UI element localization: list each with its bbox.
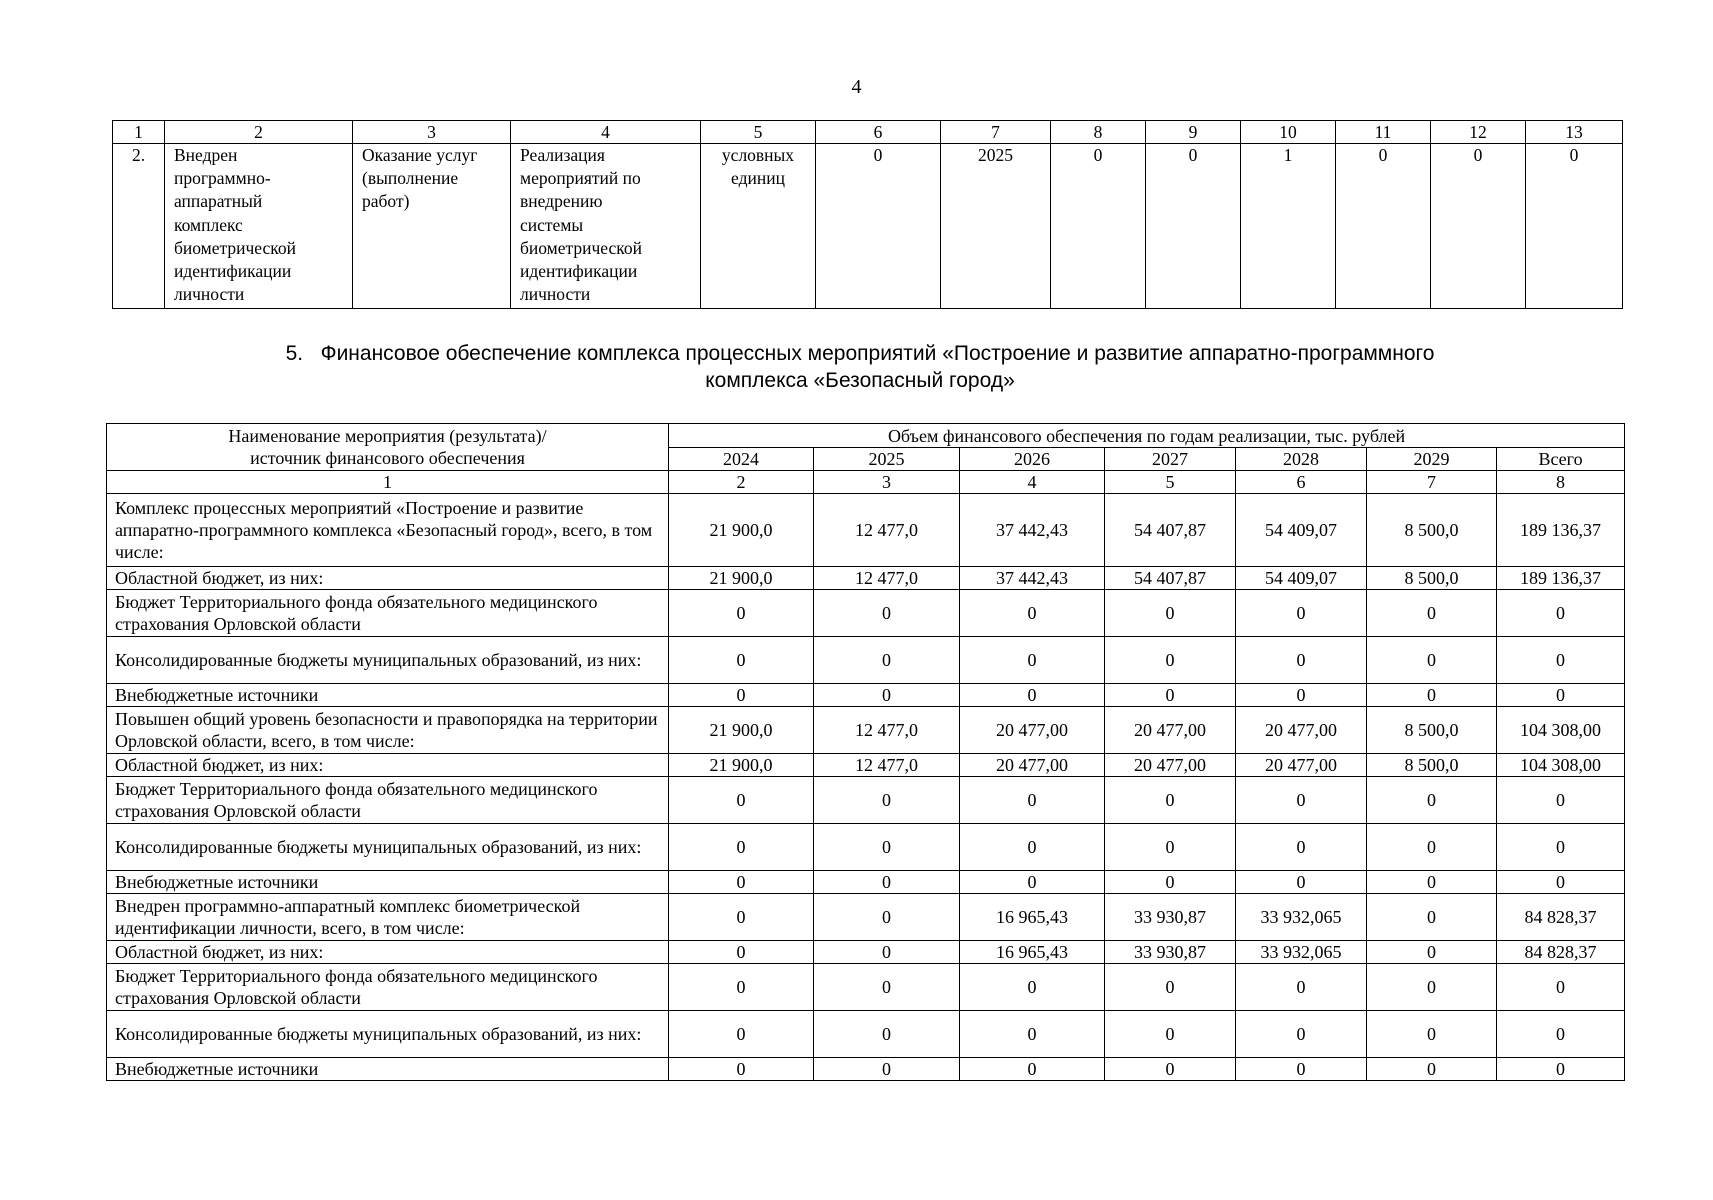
year-value: 0 (960, 964, 1105, 1011)
year-value: 0 (669, 941, 814, 964)
year-value: 33 932,065 (1236, 941, 1367, 964)
total-value: 0 (1497, 964, 1625, 1011)
text-line: (выполнение (362, 168, 459, 189)
total-value: 0 (1497, 1011, 1625, 1058)
results-col-header: 1 (113, 121, 165, 144)
year-value: 0 (1105, 590, 1236, 637)
year-value: 0 (1236, 824, 1367, 871)
year-value: 0 (1367, 684, 1497, 707)
total-value: 0 (1497, 684, 1625, 707)
year-value: 0 (1367, 1058, 1497, 1081)
results-col-header: 10 (1241, 121, 1336, 144)
text-line: биометрической (174, 237, 297, 258)
year-value: 0 (1236, 637, 1367, 684)
financing-source-name: Областной бюджет, из них: (107, 567, 669, 590)
year-value: 33 932,065 (1236, 894, 1367, 941)
table-row (107, 754, 1625, 777)
year-value: 0 (1105, 1058, 1236, 1081)
year-value: 0 (814, 824, 960, 871)
year-value: 0 (1367, 964, 1497, 1011)
section-title-text: Финансовое обеспечение комплекса процессных мероприятий «Построение и развитие аппаратно-программного (320, 342, 1435, 365)
text-line: Оказание услуг (362, 145, 478, 165)
text-line: идентификации (520, 261, 638, 282)
section-number: 5. (285, 342, 304, 365)
unit-of-measure (701, 144, 816, 309)
year-value: 0 (1105, 637, 1236, 684)
total-value: 84 828,37 (1497, 894, 1625, 941)
financing-source-name: Областной бюджет, из них: (107, 754, 669, 777)
table-row (107, 964, 1625, 1011)
total-value: 104 308,00 (1497, 754, 1625, 777)
year-value: 0 (669, 684, 814, 707)
text-line: Внедрен (174, 145, 238, 165)
col-index: 1 (107, 471, 669, 494)
page-number: 4 (851, 76, 862, 98)
year-value: 0 (1367, 637, 1497, 684)
results-col-header: 9 (1146, 121, 1241, 144)
year-value: 0 (1236, 684, 1367, 707)
results-col-header: 2 (165, 121, 353, 144)
col-index: 4 (960, 471, 1105, 494)
total-value: 0 (1497, 777, 1625, 824)
result-type (353, 144, 511, 309)
results-table-row (113, 144, 1623, 309)
total-value: 0 (1497, 871, 1625, 894)
header-name-line-1: Наименование мероприятия (результата)/ (228, 426, 547, 446)
year-value: 0 (814, 1058, 960, 1081)
table-row (107, 1011, 1625, 1058)
year-value: 0 (960, 590, 1105, 637)
text-line: единиц (731, 168, 785, 189)
section-title (170, 340, 1550, 394)
financing-source-name: Областной бюджет, из них: (107, 941, 669, 964)
year-value: 0 (960, 637, 1105, 684)
col-index: 7 (1367, 471, 1497, 494)
results-col-header: 8 (1051, 121, 1146, 144)
table-row (107, 707, 1625, 754)
value-cell: 1 (1241, 144, 1336, 309)
financing-header-row (107, 424, 1625, 448)
year-value: 0 (1105, 1011, 1236, 1058)
year-value: 0 (1367, 871, 1497, 894)
year-value: 0 (814, 894, 960, 941)
financing-source-name: Бюджет Территориального фонда обязательного медицинского страхования Орловской области (107, 777, 669, 824)
year-value: 12 477,0 (814, 754, 960, 777)
financing-source-name: Бюджет Территориального фонда обязательного медицинского страхования Орловской области (107, 964, 669, 1011)
year-value: 21 900,0 (669, 494, 814, 567)
total-value: 84 828,37 (1497, 941, 1625, 964)
year-value: 54 409,07 (1236, 567, 1367, 590)
year-value: 0 (960, 684, 1105, 707)
total-value: 189 136,37 (1497, 567, 1625, 590)
results-col-header: 11 (1336, 121, 1431, 144)
results-col-header: 4 (511, 121, 701, 144)
financing-table-body (107, 494, 1625, 1081)
year-header: 2024 (669, 448, 814, 471)
year-value: 0 (960, 777, 1105, 824)
year-value: 8 500,0 (1367, 754, 1497, 777)
year-value: 0 (669, 824, 814, 871)
year-value: 0 (814, 590, 960, 637)
total-value: 0 (1497, 1058, 1625, 1081)
year-value: 0 (669, 871, 814, 894)
year-value: 0 (814, 684, 960, 707)
year-value: 0 (1105, 871, 1236, 894)
total-value: 189 136,37 (1497, 494, 1625, 567)
text-line: программно- (174, 168, 271, 189)
year-value: 20 477,00 (1105, 754, 1236, 777)
year-value: 8 500,0 (1367, 707, 1497, 754)
financing-source-name: Консолидированные бюджеты муниципальных образований, из них: (107, 637, 669, 684)
year-value: 20 477,00 (960, 754, 1105, 777)
year-value: 0 (960, 824, 1105, 871)
section-title-line-1 (170, 340, 1550, 367)
col-index: 5 (1105, 471, 1236, 494)
results-col-header: 7 (941, 121, 1051, 144)
table-row (107, 684, 1625, 707)
section-title-line-2: комплекса «Безопасный город» (705, 369, 1015, 392)
year-value: 37 442,43 (960, 567, 1105, 590)
year-value: 0 (1367, 777, 1497, 824)
table-row (107, 777, 1625, 824)
financing-table (106, 423, 1625, 1081)
year-value: 0 (1105, 964, 1236, 1011)
total-value: 0 (1497, 590, 1625, 637)
financing-source-name: Внебюджетные источники (107, 1058, 669, 1081)
results-col-header: 5 (701, 121, 816, 144)
year-value: 0 (669, 590, 814, 637)
year-value: 20 477,00 (1105, 707, 1236, 754)
year-value: 0 (669, 964, 814, 1011)
results-col-header: 6 (816, 121, 941, 144)
financing-source-name: Повышен общий уровень безопасности и правопорядка на территории Орловской области, всего, в том числе: (107, 707, 669, 754)
year-value: 0 (814, 777, 960, 824)
year-header: 2028 (1236, 448, 1367, 471)
text-line: личности (174, 284, 245, 305)
total-value: 0 (1497, 637, 1625, 684)
year-value: 0 (1236, 777, 1367, 824)
year-value: 0 (669, 777, 814, 824)
total-header: Всего (1497, 448, 1625, 471)
result-name (165, 144, 353, 309)
year-header: 2029 (1367, 448, 1497, 471)
text-line: комплекс (174, 214, 243, 235)
year-header: 2026 (960, 448, 1105, 471)
text-line: мероприятий по (520, 168, 641, 189)
financing-source-name: Консолидированные бюджеты муниципальных образований, из них: (107, 824, 669, 871)
year-value: 0 (814, 941, 960, 964)
year-value: 0 (960, 1058, 1105, 1081)
year-value: 12 477,0 (814, 707, 960, 754)
text-line: системы (520, 214, 584, 235)
financing-source-name: Бюджет Территориального фонда обязательного медицинского страхования Орловской области (107, 590, 669, 637)
year-value: 0 (669, 1011, 814, 1058)
year-value: 33 930,87 (1105, 894, 1236, 941)
row-number: 2. (113, 144, 165, 309)
table-row (107, 1058, 1625, 1081)
year-value: 12 477,0 (814, 567, 960, 590)
year-value: 21 900,0 (669, 754, 814, 777)
year-value: 0 (1367, 941, 1497, 964)
table-row (107, 637, 1625, 684)
results-table (112, 120, 1623, 309)
year-value: 0 (1105, 777, 1236, 824)
year-value: 0 (1236, 1058, 1367, 1081)
year-value: 0 (814, 1011, 960, 1058)
year-header: 2025 (814, 448, 960, 471)
financing-index-row (107, 471, 1625, 494)
table-row (107, 871, 1625, 894)
header-volume: Объем финансового обеспечения по годам реализации, тыс. рублей (669, 424, 1625, 448)
year-value: 0 (814, 964, 960, 1011)
year-value: 0 (1105, 824, 1236, 871)
year-value: 0 (1236, 964, 1367, 1011)
year-value: 0 (1236, 871, 1367, 894)
results-col-header: 3 (353, 121, 511, 144)
financing-source-name: Внедрен программно-аппаратный комплекс биометрической идентификации личности, всего, в том числе: (107, 894, 669, 941)
year-header: 2027 (1105, 448, 1236, 471)
year-value: 8 500,0 (1367, 494, 1497, 567)
table-row (107, 567, 1625, 590)
financing-source-name: Внебюджетные источники (107, 871, 669, 894)
col-index: 6 (1236, 471, 1367, 494)
table-row (107, 894, 1625, 941)
year-value: 20 477,00 (1236, 754, 1367, 777)
financing-source-name: Консолидированные бюджеты муниципальных образований, из них: (107, 1011, 669, 1058)
year-value: 0 (1367, 824, 1497, 871)
year-value: 16 965,43 (960, 941, 1105, 964)
year-value: 0 (669, 637, 814, 684)
table-row (107, 590, 1625, 637)
year-value: 16 965,43 (960, 894, 1105, 941)
year-value: 20 477,00 (960, 707, 1105, 754)
text-line: внедрению (520, 191, 603, 212)
col-index: 3 (814, 471, 960, 494)
year-value: 0 (960, 871, 1105, 894)
financing-source-name: Внебюджетные источники (107, 684, 669, 707)
year-value: 21 900,0 (669, 707, 814, 754)
year-value: 0 (1105, 684, 1236, 707)
value-cell: 0 (1051, 144, 1146, 309)
year-value: 0 (1367, 1011, 1497, 1058)
year-value: 0 (1367, 590, 1497, 637)
text-line: биометрической (520, 237, 643, 258)
header-name-line-2: источник финансового обеспечения (250, 448, 525, 468)
year-value: 54 409,07 (1236, 494, 1367, 567)
table-row (107, 494, 1625, 567)
total-value: 104 308,00 (1497, 707, 1625, 754)
year-value: 0 (669, 894, 814, 941)
year-value: 0 (814, 871, 960, 894)
year-value: 0 (669, 1058, 814, 1081)
text-line: работ) (362, 191, 410, 212)
header-name (107, 424, 669, 471)
year-value: 0 (1367, 894, 1497, 941)
value-cell: 0 (1146, 144, 1241, 309)
col-index: 2 (669, 471, 814, 494)
year-value: 0 (1236, 1011, 1367, 1058)
year-value: 0 (960, 1011, 1105, 1058)
year-value: 21 900,0 (669, 567, 814, 590)
year-value: 0 (814, 637, 960, 684)
financing-source-name: Комплекс процессных мероприятий «Построение и развитие аппаратно-программного комплекса «Безопасный город», всего, в том числе: (107, 494, 669, 567)
col-index: 8 (1497, 471, 1625, 494)
year-value: 8 500,0 (1367, 567, 1497, 590)
value-cell: 2025 (941, 144, 1051, 309)
text-line: условных (721, 145, 795, 165)
value-cell: 0 (816, 144, 941, 309)
total-value: 0 (1497, 824, 1625, 871)
text-line: личности (520, 284, 591, 305)
year-value: 0 (1236, 590, 1367, 637)
text-line: аппаратный (174, 191, 263, 212)
text-line: Реализация (520, 145, 605, 165)
table-row (107, 941, 1625, 964)
value-cell: 0 (1336, 144, 1431, 309)
year-value: 33 930,87 (1105, 941, 1236, 964)
value-cell: 0 (1431, 144, 1526, 309)
table-row (107, 824, 1625, 871)
results-table-header-row (113, 121, 1623, 144)
text-line: идентификации (174, 261, 292, 282)
year-value: 12 477,0 (814, 494, 960, 567)
year-value: 54 407,87 (1105, 567, 1236, 590)
year-value: 37 442,43 (960, 494, 1105, 567)
year-value: 54 407,87 (1105, 494, 1236, 567)
result-description (511, 144, 701, 309)
results-col-header: 12 (1431, 121, 1526, 144)
year-value: 20 477,00 (1236, 707, 1367, 754)
results-col-header: 13 (1526, 121, 1623, 144)
value-cell: 0 (1526, 144, 1623, 309)
